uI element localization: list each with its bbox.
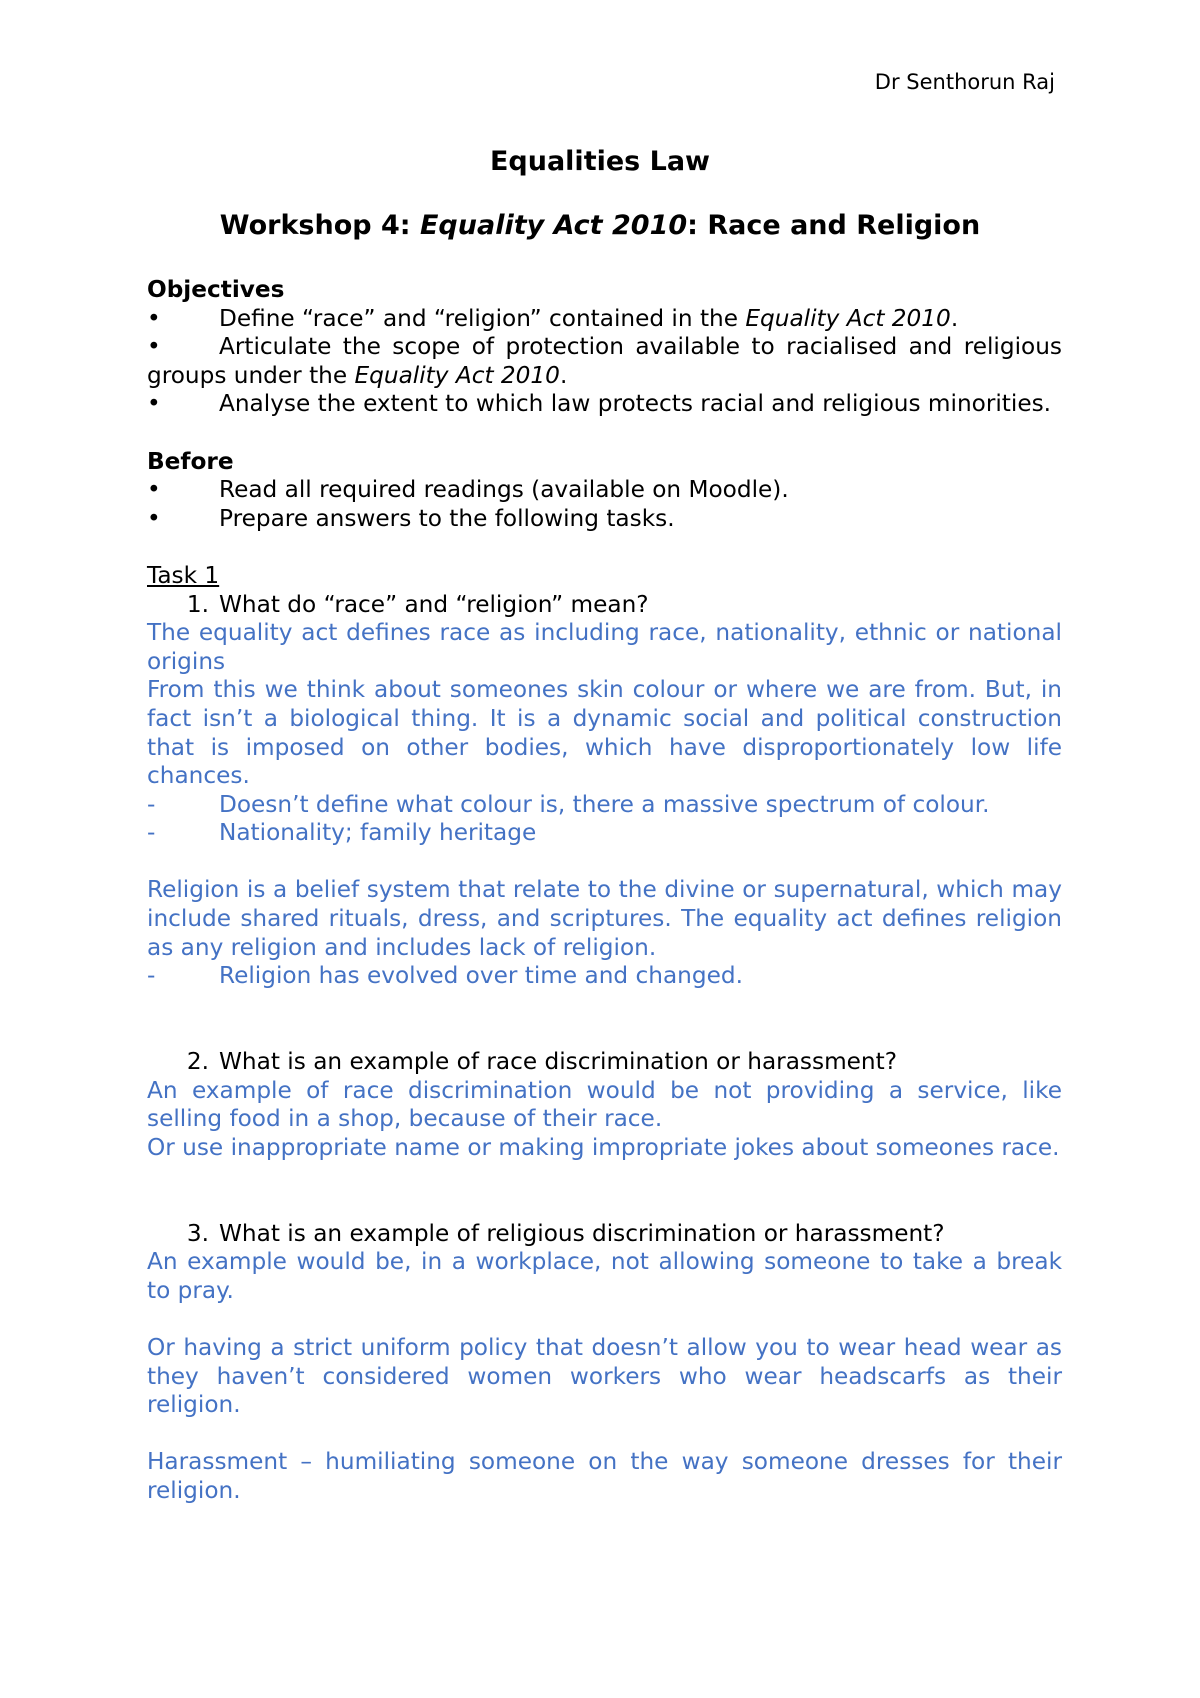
question-text: What is an example of race discrimination or harassment? [219,1048,898,1076]
answer-dash-item: - Doesn’t define what colour is, there a massive spectrum of colour. [147,790,990,818]
task-label: Task 1 [147,561,220,589]
dash-marker: - [147,962,156,990]
document-body [147,276,1062,1506]
bullet-icon: • [147,390,161,418]
dash-marker: - [147,790,156,818]
question-text: What is an example of religious discrimination or harassment? [219,1219,945,1247]
dash-marker: - [147,819,156,847]
answer-text: Harassment – humiliating someone on the way someone dresses for their religion. [147,1448,1062,1504]
document-subtitle [0,210,1200,241]
before-item: • Prepare answers to the following tasks. [147,504,675,532]
author-header: Dr Senthorun Raj [874,70,1055,94]
bullet-icon: • [147,304,161,332]
before-heading: Before [147,447,234,475]
question-number: 2. [186,1048,209,1076]
answer-dash-item: - Nationality; family heritage [147,819,537,847]
before-item: • Read all required readings (available on Moodle). [147,476,789,504]
bullet-icon: • [147,504,161,532]
question-text: What do “race” and “religion” mean? [219,590,649,618]
objectives-heading: Objectives [147,276,285,303]
question-2 [147,1048,1062,1077]
answer-text: An example of race discrimination would be not providing a service, like selling food in a shop, because of their race. [147,1076,1062,1133]
question-1 [147,591,1062,620]
objective-item: • Define “race” and “religion” contained in the Equality Act 2010. [147,304,959,332]
question-number: 1. [186,590,209,618]
question-3 [147,1220,1062,1249]
question-number: 3. [186,1219,209,1247]
answer-text: Or having a strict uniform policy that doesn’t allow you to wear head wear as they haven’t considered women workers who wear headscarfs as their religion. [147,1333,1062,1419]
subtitle-prefix: Workshop 4: [219,210,420,241]
answer-dash-item: - Religion has evolved over time and changed. [147,962,743,990]
objective-item: • Analyse the extent to which law protects racial and religious minorities. [147,390,1052,418]
answer-text: Religion is a belief system that relate to the divine or supernatural, which may include shared rituals, dress, and scriptures. The equality act defines religion as any religion and includes lack of religion. [147,876,1062,961]
objective-item: • Articulate the scope of protection available to racialised and religious groups under the Equality Act 2010. [147,333,1062,389]
subtitle-act-name: Equality Act 2010 [419,210,688,241]
answer-text: The equality act defines race as including race, nationality, ethnic or national origins [147,619,1062,675]
bullet-icon: • [147,476,161,504]
document-title: Equalities Law [489,146,711,177]
bullet-icon: • [147,333,161,361]
answer-text: An example would be, in a workplace, not allowing someone to take a break to pray. [147,1248,1062,1304]
answer-text: From this we think about someones skin colour or where we are from. But, in fact isn’t a biological thing. It is a dynamic social and political construction that is imposed on other bodies, which have disproportionately low life chances. [147,676,1062,790]
subtitle-suffix: : Race and Religion [687,210,981,241]
answer-text: Or use inappropriate name or making impropriate jokes about someones race. [147,1133,1060,1161]
